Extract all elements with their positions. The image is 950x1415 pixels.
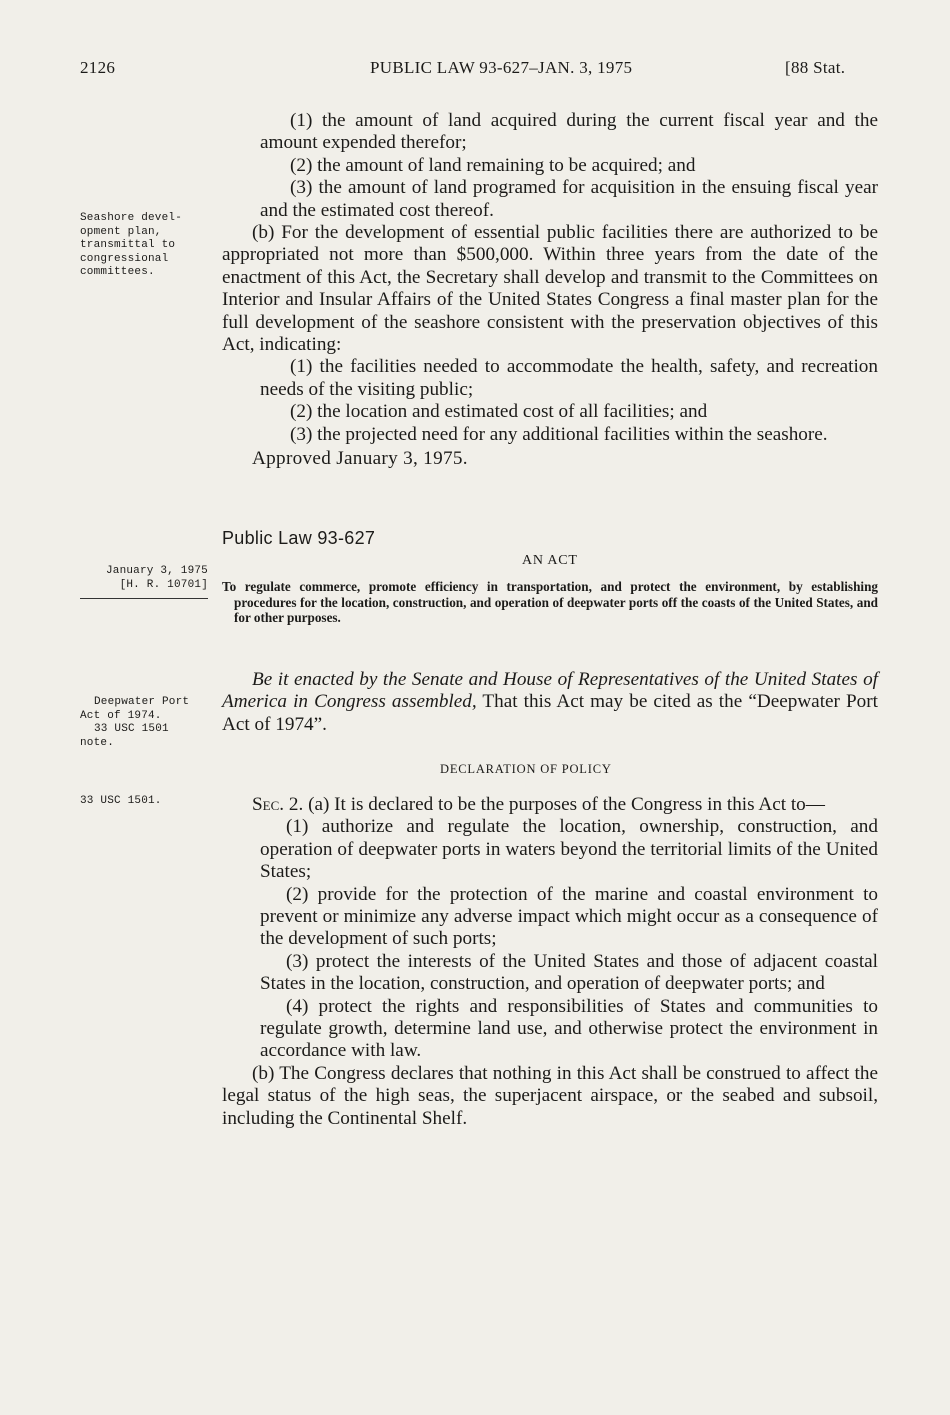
an-act-heading: AN ACT: [522, 553, 578, 568]
list-item: (2) the amount of land remaining to be acquired; and: [290, 154, 696, 176]
sec2-b: (b) The Congress declares that nothing in this Act shall be construed to affect the legal status of the high seas, the superjacent airspace, or the seabed and subsoil, including the Continental Shelf.: [222, 1062, 878, 1129]
margin-note-seashore: Seashore devel- opment plan, transmittal to congressional committees.: [80, 212, 183, 278]
public-law-number: Public Law 93-627: [222, 528, 376, 548]
margin-note-deepwater: Deepwater Port Act of 1974. 33 USC 1501 note.: [80, 696, 190, 749]
enacting-clause: Be it enacted by the Senate and House of Representatives of the United States of America in Congress assembled, That this Act may be cited as the “Deepwater Port Act of 1974”.: [222, 669, 878, 735]
page-number: 2126: [80, 58, 116, 77]
volume-reference: [88 Stat.: [785, 58, 846, 77]
list-item: (1) authorize and regulate the location, ownership, construction, and operation of deepwater ports in waters beyond the territorial limits of the United States;: [260, 816, 878, 883]
list-item: (1) the amount of land acquired during the current fiscal year and the amount expended therefor;: [260, 110, 878, 154]
margin-note-usc: 33 USC 1501.: [80, 795, 162, 807]
margin-note-date: January 3, 1975 [H. R. 10701]: [105, 565, 208, 591]
continued-section: [222, 110, 878, 471]
sec2-intro: Sec. 2. (a) It is declared to be the purposes of the Congress in this Act to—: [252, 794, 825, 815]
list-item: (2) the location and estimated cost of all facilities; and: [290, 401, 708, 423]
section-2: [222, 794, 878, 1130]
purpose-clause: To regulate commerce, promote efficiency in transportation, and protect the environment, by establishing procedures for the location, construction, and operation of deepwater ports off the coasts of the United States, and for other purposes.: [222, 579, 878, 625]
list-item: (4) protect the rights and responsibilities of States and communities to regulate growth, determine land use, and otherwise protect the environment in accordance with law.: [260, 995, 878, 1062]
approval-line: Approved January 3, 1975.: [252, 448, 468, 470]
list-item: (3) the projected need for any additional facilities within the seashore.: [290, 423, 828, 445]
paragraph-b: (b) For the development of essential public facilities there are authorized to be appropriated not more than $500,000. Within three years from the date of the enactment of this Act, the Secretary shall develop and transmit to the Committees on Interior and Insular Affairs of the United States Congress a final master plan for the full development of the seashore consistent with the preservation objectives of this Act, indicating:: [222, 222, 878, 356]
list-item: (3) the amount of land programed for acquisition in the ensuing fiscal year and the estimated cost thereof.: [260, 177, 878, 221]
list-item: (3) protect the interests of the United States and those of adjacent coastal States in the location, construction, and operation of deepwater ports; and: [260, 950, 878, 995]
margin-rule: [80, 598, 208, 599]
list-item: (1) the facilities needed to accommodate the health, safety, and recreation needs of the visiting public;: [260, 356, 878, 400]
running-title: PUBLIC LAW 93-627–JAN. 3, 1975: [370, 58, 633, 77]
list-item: (2) provide for the protection of the marine and coastal environment to prevent or minimize any adverse impact which might occur as a consequence of the development of such ports;: [260, 883, 878, 950]
section-heading: DECLARATION OF POLICY: [440, 762, 612, 776]
